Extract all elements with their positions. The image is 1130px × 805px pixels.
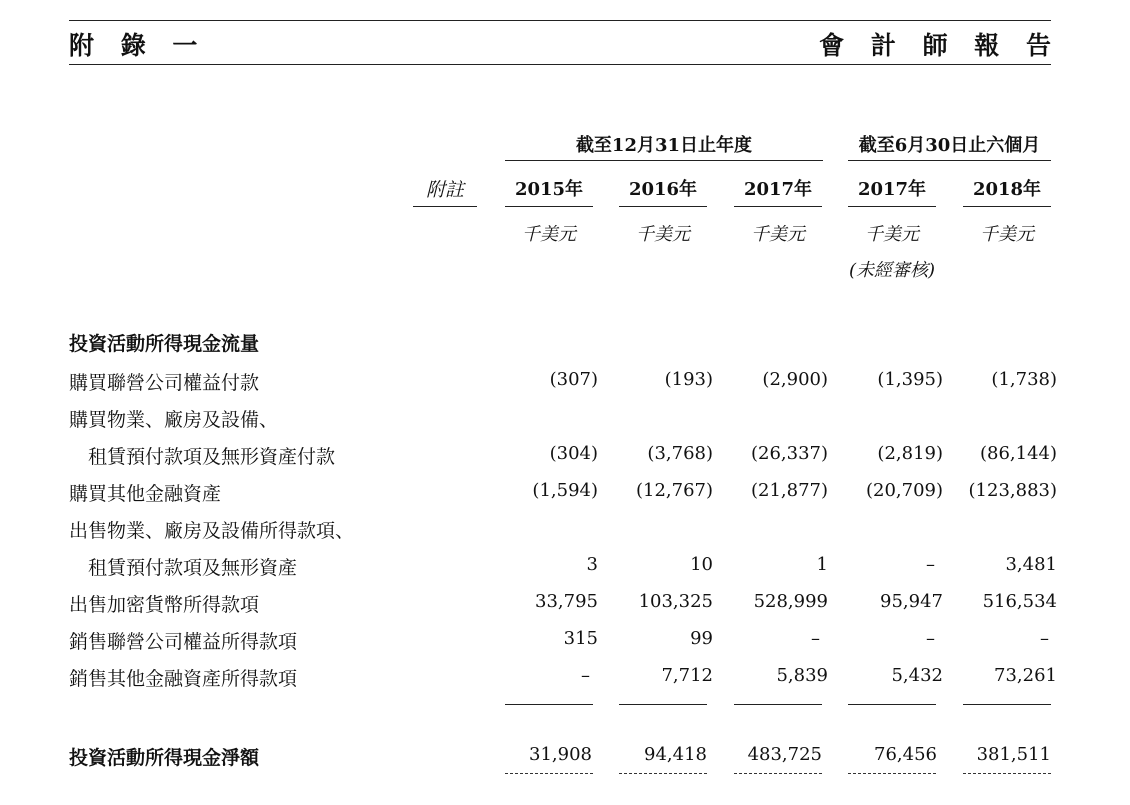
- row-value: 99: [690, 628, 713, 649]
- total-underline-0: [505, 773, 593, 774]
- total-value: 31,908: [529, 744, 592, 765]
- total-underline-4: [963, 773, 1051, 774]
- row-value: (1,395): [877, 369, 943, 390]
- row-label: 出售加密貨幣所得款項: [69, 594, 260, 616]
- row-label: 銷售其他金融資產所得款項: [69, 668, 298, 690]
- total-label: 投資活動所得現金淨額: [69, 747, 260, 769]
- row-value: 33,795: [535, 591, 598, 612]
- row-value: (2,819): [877, 443, 943, 464]
- column-year-3: 2017年: [857, 179, 927, 200]
- column-unit-0: 千美元: [522, 224, 576, 245]
- row-value: 315: [563, 628, 598, 649]
- row-value: (20,709): [865, 480, 943, 501]
- total-underline-1: [619, 773, 707, 774]
- row-label: 購買其他金融資產: [69, 483, 222, 505]
- row-value: (26,337): [750, 443, 828, 464]
- row-value: (307): [549, 369, 598, 390]
- appendix-label: 附 錄 一: [69, 31, 207, 60]
- row-value: (193): [664, 369, 713, 390]
- row-value: –: [811, 628, 820, 649]
- total-underline-2: [734, 773, 822, 774]
- row-value: –: [926, 628, 935, 649]
- row-value: (1,738): [991, 369, 1057, 390]
- period-six-month-rule: [848, 160, 1051, 161]
- row-value: 3,481: [1005, 554, 1057, 575]
- row-label: 租賃預付款項及無形資產付款: [88, 446, 336, 468]
- row-value: (3,768): [647, 443, 713, 464]
- row-value: 73,261: [994, 665, 1057, 686]
- column-year-4: 2018年: [972, 179, 1042, 200]
- row-value: (123,883): [968, 480, 1057, 501]
- row-value: –: [926, 554, 935, 575]
- header-bottom-rule: [69, 64, 1051, 65]
- row-value: (1,594): [532, 480, 598, 501]
- subtotal-rule-1: [619, 704, 707, 705]
- header-top-rule: [69, 20, 1051, 21]
- column-unit-2: 千美元: [751, 224, 805, 245]
- row-label: 出售物業、廠房及設備所得款項、: [69, 520, 355, 542]
- row-value: 7,712: [661, 665, 713, 686]
- period-six-month: 截至6月30日止六個月: [858, 135, 1041, 156]
- period-year-end: 截至12月31日止年度: [575, 135, 753, 156]
- row-value: 5,432: [891, 665, 943, 686]
- row-value: 516,534: [982, 591, 1057, 612]
- row-label: 購買聯營公司權益付款: [69, 372, 260, 394]
- subtotal-rule-0: [505, 704, 593, 705]
- row-value: 528,999: [753, 591, 828, 612]
- period-year-end-rule: [505, 160, 823, 161]
- column-unit-3: 千美元: [865, 224, 919, 245]
- total-underline-3: [848, 773, 936, 774]
- column-year-1: 2016年: [628, 179, 698, 200]
- subtotal-rule-2: [734, 704, 822, 705]
- row-value: 103,325: [638, 591, 713, 612]
- row-value: –: [1040, 628, 1049, 649]
- row-label: 租賃預付款項及無形資產: [88, 557, 298, 579]
- column-year-2: 2017年: [743, 179, 813, 200]
- column-year-rule-3: [848, 206, 936, 207]
- row-value: 10: [690, 554, 713, 575]
- row-value: 1: [816, 554, 828, 575]
- total-value: 94,418: [644, 744, 707, 765]
- total-value: 483,725: [747, 744, 822, 765]
- note-header-rule: [413, 206, 477, 207]
- column-year-rule-2: [734, 206, 822, 207]
- subtotal-rule-3: [848, 704, 936, 705]
- column-year-0: 2015年: [514, 179, 584, 200]
- column-note-3: (未經審核): [848, 260, 936, 281]
- column-unit-1: 千美元: [636, 224, 690, 245]
- row-value: (12,767): [635, 480, 713, 501]
- row-value: (2,900): [762, 369, 828, 390]
- row-value: (304): [549, 443, 598, 464]
- note-column-header: 附註: [425, 179, 464, 201]
- row-value: 3: [586, 554, 598, 575]
- section-title: 投資活動所得現金流量: [69, 333, 260, 355]
- total-value: 76,456: [874, 744, 937, 765]
- total-value: 381,511: [976, 744, 1051, 765]
- column-year-rule-4: [963, 206, 1051, 207]
- row-label: 購買物業、廠房及設備、: [69, 409, 279, 431]
- row-value: 5,839: [776, 665, 828, 686]
- report-title: 會 計 師 報 告: [819, 31, 1060, 60]
- row-value: (86,144): [979, 443, 1057, 464]
- row-value: (21,877): [750, 480, 828, 501]
- column-year-rule-0: [505, 206, 593, 207]
- column-year-rule-1: [619, 206, 707, 207]
- column-unit-4: 千美元: [980, 224, 1034, 245]
- row-value: 95,947: [880, 591, 943, 612]
- row-value: –: [581, 665, 590, 686]
- row-label: 銷售聯營公司權益所得款項: [69, 631, 298, 653]
- subtotal-rule-4: [963, 704, 1051, 705]
